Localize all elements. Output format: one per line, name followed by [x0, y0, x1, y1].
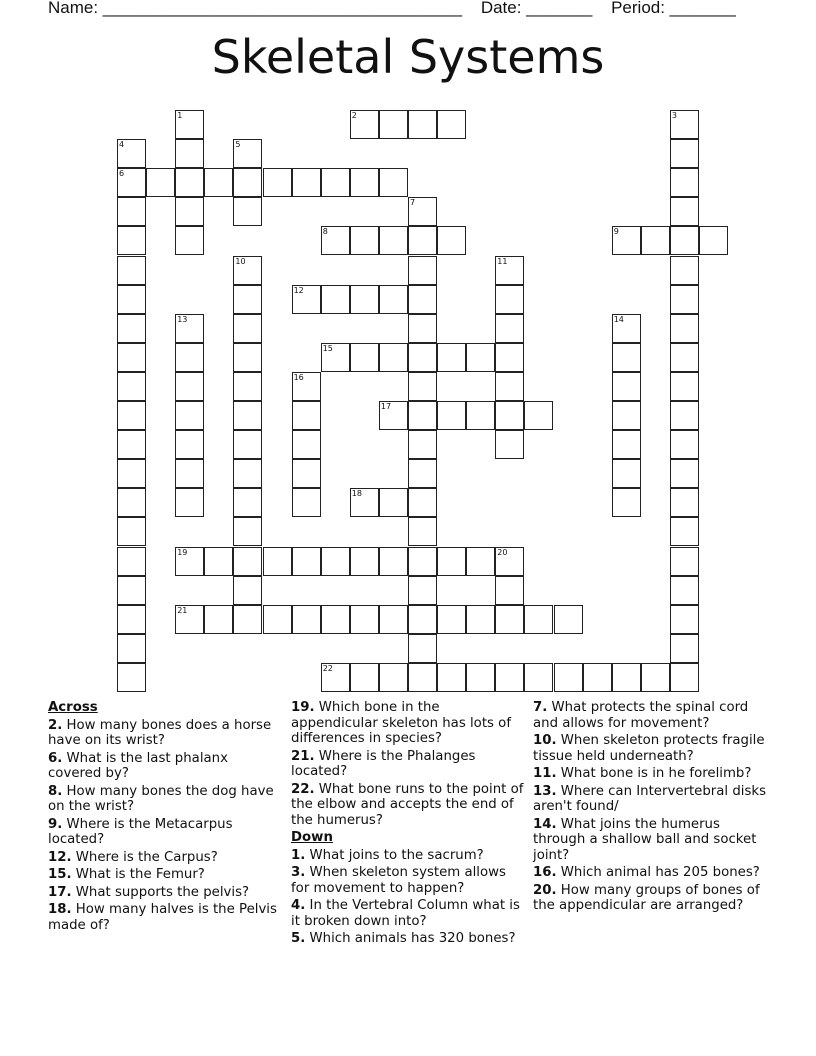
period-field[interactable]: Period: _______	[611, 0, 736, 17]
grid-cell[interactable]	[670, 517, 699, 546]
clue-number: 21	[177, 605, 188, 615]
grid-cell[interactable]	[321, 605, 350, 634]
clue-text: How many bones does a horse have on its wrist?	[48, 717, 272, 748]
clue-num: 9.	[48, 816, 63, 832]
grid-cell[interactable]	[292, 605, 321, 634]
grid-cell[interactable]	[321, 285, 350, 314]
grid-cell[interactable]	[408, 547, 437, 576]
grid-cell[interactable]	[175, 372, 204, 401]
grid-cell[interactable]	[117, 372, 146, 401]
grid-cell[interactable]	[350, 605, 379, 634]
grid-cell[interactable]	[554, 663, 583, 692]
grid-cell[interactable]	[583, 663, 612, 692]
clues-column-2	[291, 700, 527, 949]
clue-num: 21.	[291, 748, 315, 764]
clue-text: Which animal has 205 bones?	[556, 865, 760, 880]
grid-cell[interactable]	[292, 488, 321, 517]
grid-cell[interactable]	[117, 517, 146, 546]
grid-cell[interactable]	[495, 285, 524, 314]
clue-text: Which bone in the appendicular skeleton has lots of differences in species?	[291, 700, 512, 746]
clue-number: 14	[613, 314, 624, 324]
grid-cell[interactable]	[233, 576, 262, 605]
grid-cell[interactable]	[321, 168, 350, 197]
down-heading: Down	[291, 830, 333, 845]
grid-cell[interactable]	[670, 459, 699, 488]
grid-cell[interactable]	[175, 197, 204, 226]
grid-cell[interactable]	[670, 226, 699, 255]
clue-num: 3.	[291, 865, 306, 880]
clue-text: Where can Intervertebral disks aren't found/	[533, 783, 767, 814]
clue-text: Where is the Carpus?	[71, 849, 218, 865]
grid-cell[interactable]	[670, 372, 699, 401]
grid-cell[interactable]	[117, 547, 146, 576]
clue-number: 11	[497, 256, 508, 266]
clue-text: What joins the humerus through a shallow ball and socket joint?	[533, 816, 757, 863]
grid-cell[interactable]	[175, 168, 204, 197]
grid-cell[interactable]	[233, 459, 262, 488]
grid-cell[interactable]	[233, 401, 262, 430]
clue-number: 17	[380, 402, 392, 411]
grid-cell[interactable]	[117, 459, 146, 488]
grid-cell[interactable]	[117, 430, 146, 459]
clue-text: When skeleton system allows for movement to happen?	[291, 865, 506, 896]
clue-text: In the Vertebral Column what is it broken down into?	[291, 898, 520, 929]
grid-cell[interactable]	[670, 197, 699, 226]
grid-cell[interactable]	[350, 343, 379, 372]
grid-cell[interactable]	[350, 226, 379, 255]
clue-number: 12	[293, 285, 304, 295]
grid-cell[interactable]	[612, 343, 641, 372]
clue-text: What bone is in he forelimb?	[556, 766, 752, 781]
across-clue	[48, 867, 278, 883]
grid-cell[interactable]	[524, 605, 553, 634]
grid-cell[interactable]	[670, 488, 699, 517]
clue-num: 4.	[291, 898, 306, 913]
grid-cell[interactable]	[466, 547, 495, 576]
clue-number: 9	[613, 227, 619, 237]
grid-cell[interactable]	[379, 226, 408, 255]
clue-text: Where is the Metacarpus located?	[48, 816, 233, 847]
clue-num: 14.	[533, 816, 557, 832]
grid-cell[interactable]	[117, 634, 146, 663]
grid-cell[interactable]	[670, 285, 699, 314]
grid-cell[interactable]	[379, 110, 408, 139]
grid-cell[interactable]	[612, 401, 641, 430]
clue-num: 11.	[533, 766, 557, 781]
grid-cell[interactable]	[146, 168, 175, 197]
grid-cell[interactable]	[233, 314, 262, 343]
clue-num: 22.	[291, 781, 315, 797]
grid-cell[interactable]	[670, 663, 699, 692]
clue-number: 10	[235, 256, 246, 266]
grid-cell[interactable]	[524, 663, 553, 692]
grid-cell[interactable]	[408, 576, 437, 605]
grid-cell[interactable]	[117, 285, 146, 314]
clue-text: What is the last phalanx covered by?	[48, 750, 228, 781]
grid-cell[interactable]	[495, 401, 524, 430]
grid-cell[interactable]	[379, 663, 408, 692]
grid-cell[interactable]	[554, 605, 583, 634]
grid-cell[interactable]	[175, 343, 204, 372]
grid-cell[interactable]	[495, 343, 524, 372]
grid-cell[interactable]	[495, 605, 524, 634]
clue-num: 5.	[291, 931, 306, 946]
grid-cell[interactable]	[233, 372, 262, 401]
grid-cell[interactable]	[408, 110, 437, 139]
grid-cell[interactable]	[117, 256, 146, 285]
clue-number: 18	[351, 489, 362, 499]
clue-number: 4	[119, 140, 125, 150]
grid-cell[interactable]	[292, 547, 321, 576]
clue-number: 13	[177, 314, 188, 324]
clue-number: 2	[351, 111, 357, 120]
clue-num: 8.	[48, 783, 63, 799]
grid-cell[interactable]	[670, 139, 699, 168]
clue-number: 8	[322, 227, 328, 237]
grid-cell[interactable]	[437, 605, 466, 634]
grid-cell[interactable]	[408, 634, 437, 663]
grid-cell[interactable]	[379, 488, 408, 517]
across-clue	[48, 718, 278, 749]
date-field[interactable]: Date: _______	[480, 0, 593, 17]
grid-cell[interactable]	[437, 547, 466, 576]
grid-cell[interactable]	[233, 343, 262, 372]
across-heading: Across	[48, 700, 98, 715]
clue-num: 1.	[291, 847, 306, 863]
page-title: Skeletal Systems	[211, 30, 605, 84]
grid-cell[interactable]	[612, 430, 641, 459]
grid-cell[interactable]	[612, 459, 641, 488]
grid-cell[interactable]	[233, 285, 262, 314]
clue-text: What supports the pelvis?	[71, 884, 250, 900]
grid-cell[interactable]	[175, 459, 204, 488]
grid-cell[interactable]	[437, 663, 466, 692]
across-clue	[48, 902, 278, 933]
grid-cell[interactable]	[263, 168, 292, 197]
grid-cell[interactable]	[495, 576, 524, 605]
grid-cell[interactable]	[670, 547, 699, 576]
grid-cell[interactable]	[117, 576, 146, 605]
clue-text: What bone runs to the point of the elbow and accepts the end of the humerus?	[291, 781, 524, 828]
grid-cell[interactable]	[350, 285, 379, 314]
grid-cell[interactable]	[612, 488, 641, 517]
grid-cell[interactable]	[408, 372, 437, 401]
clue-number: 7	[410, 198, 416, 208]
grid-cell[interactable]	[350, 547, 379, 576]
grid-cell[interactable]	[437, 401, 466, 430]
grid-cell[interactable]	[379, 605, 408, 634]
name-field[interactable]: Name: ______________________________________	[48, 0, 463, 17]
grid-cell[interactable]	[117, 197, 146, 226]
grid-cell[interactable]	[204, 547, 233, 576]
clue-num: 12.	[48, 849, 72, 865]
grid-cell[interactable]	[117, 488, 146, 517]
down-clue	[533, 865, 773, 881]
grid-cell[interactable]	[466, 663, 495, 692]
grid-cell[interactable]	[670, 256, 699, 285]
grid-cell[interactable]	[670, 343, 699, 372]
clue-text: How many halves is the Pelvis made of?	[48, 902, 277, 933]
across-clue	[48, 885, 278, 901]
clue-number: 19	[177, 547, 188, 557]
down-clue	[291, 931, 527, 947]
down-clue	[291, 865, 527, 896]
clue-number: 22	[322, 663, 333, 673]
grid-cell[interactable]	[408, 488, 437, 517]
clue-num: 2.	[48, 717, 63, 733]
clue-text: How many groups of bones of the appendicular are arranged?	[533, 882, 760, 913]
grid-cell[interactable]	[233, 430, 262, 459]
grid-cell[interactable]	[117, 401, 146, 430]
grid-cell[interactable]	[117, 314, 146, 343]
grid-cell[interactable]	[263, 605, 292, 634]
grid-cell[interactable]	[466, 605, 495, 634]
grid-cell[interactable]	[408, 401, 437, 430]
grid-cell[interactable]	[612, 372, 641, 401]
grid-cell[interactable]	[641, 663, 670, 692]
across-clue	[48, 850, 278, 866]
grid-cell[interactable]	[263, 547, 292, 576]
grid-cell[interactable]	[233, 197, 262, 226]
clue-num: 15.	[48, 867, 72, 882]
grid-cell[interactable]	[670, 576, 699, 605]
grid-cell[interactable]	[408, 256, 437, 285]
clue-number: 20	[497, 547, 508, 557]
grid-cell[interactable]	[233, 488, 262, 517]
clues-column-3	[533, 700, 773, 916]
clue-text: What joins to the sacrum?	[305, 847, 484, 863]
across-clue	[48, 751, 278, 782]
grid-cell[interactable]	[612, 663, 641, 692]
grid-cell[interactable]	[233, 517, 262, 546]
grid-cell[interactable]	[408, 430, 437, 459]
clue-text: What is the Femur?	[71, 867, 205, 882]
down-clue	[533, 766, 773, 782]
grid-cell[interactable]	[437, 343, 466, 372]
across-clue	[291, 749, 527, 780]
grid-cell[interactable]	[233, 605, 262, 634]
across-clue	[291, 700, 527, 747]
grid-cell[interactable]	[204, 605, 233, 634]
grid-cell[interactable]	[321, 547, 350, 576]
clue-number: 6	[119, 169, 125, 179]
clue-number: 16	[293, 372, 304, 382]
grid-cell[interactable]	[670, 605, 699, 634]
clue-text: Which animals has 320 bones?	[305, 931, 516, 946]
clue-num: 13.	[533, 783, 557, 799]
grid-cell[interactable]	[175, 488, 204, 517]
across-clue	[48, 784, 278, 815]
grid-cell[interactable]	[175, 401, 204, 430]
grid-cell[interactable]	[408, 285, 437, 314]
down-clue	[291, 898, 527, 929]
grid-cell[interactable]	[379, 547, 408, 576]
down-clue	[533, 700, 773, 731]
grid-cell[interactable]	[524, 401, 553, 430]
grid-cell[interactable]	[292, 168, 321, 197]
grid-cell[interactable]	[233, 547, 262, 576]
grid-cell[interactable]	[117, 663, 146, 692]
down-clue	[533, 784, 773, 815]
grid-cell[interactable]	[641, 226, 670, 255]
grid-cell[interactable]	[292, 430, 321, 459]
grid-cell[interactable]	[379, 285, 408, 314]
clue-number: 15	[322, 343, 333, 353]
grid-cell[interactable]	[466, 343, 495, 372]
grid-cell[interactable]	[437, 226, 466, 255]
grid-cell[interactable]	[495, 372, 524, 401]
grid-cell[interactable]	[175, 430, 204, 459]
grid-cell[interactable]	[204, 168, 233, 197]
grid-cell[interactable]	[379, 343, 408, 372]
grid-cell[interactable]	[670, 634, 699, 663]
grid-cell[interactable]	[292, 401, 321, 430]
grid-cell[interactable]	[408, 517, 437, 546]
grid-cell[interactable]	[175, 226, 204, 255]
clue-num: 19.	[291, 700, 315, 715]
grid-cell[interactable]	[408, 226, 437, 255]
grid-cell[interactable]	[233, 168, 262, 197]
grid-cell[interactable]	[350, 168, 379, 197]
clue-number: 5	[235, 140, 241, 150]
grid-cell[interactable]	[408, 343, 437, 372]
grid-cell[interactable]	[175, 139, 204, 168]
grid-cell[interactable]	[699, 226, 728, 255]
grid-cell[interactable]	[408, 663, 437, 692]
grid-cell[interactable]	[670, 401, 699, 430]
grid-cell[interactable]	[466, 401, 495, 430]
clue-text: What protects the spinal cord and allows for movement?	[533, 700, 749, 731]
across-clue	[291, 782, 527, 829]
grid-cell[interactable]	[670, 168, 699, 197]
grid-cell[interactable]	[670, 430, 699, 459]
clue-num: 17.	[48, 884, 72, 900]
grid-cell[interactable]	[408, 605, 437, 634]
grid-cell[interactable]	[408, 459, 437, 488]
grid-cell[interactable]	[495, 430, 524, 459]
grid-cell[interactable]	[495, 314, 524, 343]
down-clue	[533, 883, 773, 914]
clue-num: 10.	[533, 733, 557, 748]
grid-cell[interactable]	[117, 343, 146, 372]
grid-cell[interactable]	[117, 605, 146, 634]
down-clue	[533, 733, 773, 764]
clue-number: 1	[177, 111, 183, 120]
grid-cell[interactable]	[670, 314, 699, 343]
clue-text: Where is the Phalanges located?	[291, 748, 476, 779]
grid-cell[interactable]	[117, 226, 146, 255]
clue-num: 7.	[533, 700, 548, 715]
clue-text: When skeleton protects fragile tissue held underneath?	[533, 733, 765, 764]
across-clue	[48, 817, 278, 848]
clue-num: 16.	[533, 865, 557, 880]
grid-cell[interactable]	[408, 314, 437, 343]
clue-num: 18.	[48, 902, 72, 917]
clue-text: How many bones the dog have on the wrist?	[48, 783, 274, 814]
clue-num: 20.	[533, 882, 557, 898]
clue-num: 6.	[48, 750, 63, 766]
grid-cell[interactable]	[292, 459, 321, 488]
down-clue	[291, 848, 527, 864]
grid-cell[interactable]	[437, 110, 466, 139]
down-clue	[533, 817, 773, 864]
clues-column-1	[48, 700, 278, 935]
clue-number: 3	[671, 111, 677, 120]
grid-cell[interactable]	[379, 168, 408, 197]
grid-cell[interactable]	[495, 663, 524, 692]
grid-cell[interactable]	[350, 663, 379, 692]
